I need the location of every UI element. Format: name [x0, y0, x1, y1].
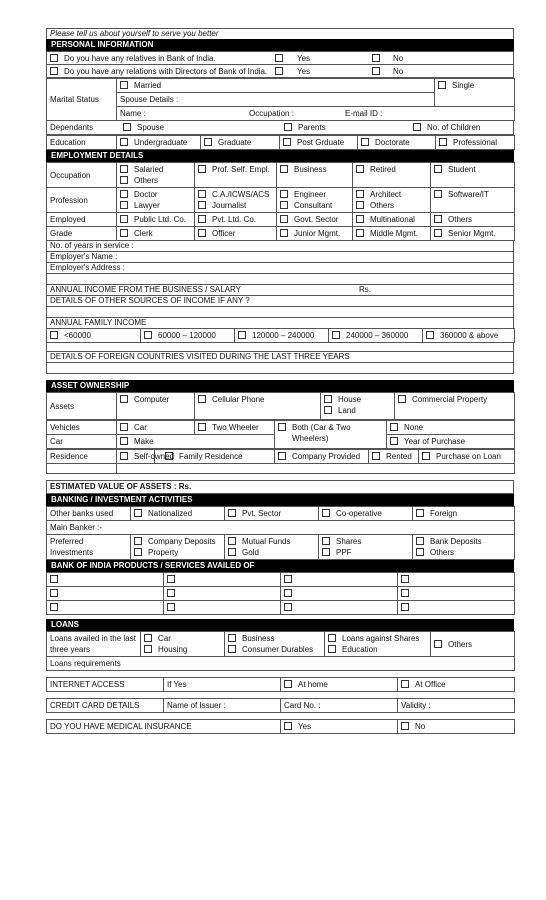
- main-banker-field[interactable]: Main Banker :-: [47, 521, 515, 535]
- mutual-funds-label: Mutual Funds: [242, 537, 291, 546]
- product-checkbox[interactable]: [284, 575, 292, 583]
- consultant-label: Consultant: [294, 201, 333, 210]
- directors-no-label: No: [393, 67, 404, 76]
- year-purchase-label: Year of Purchase: [404, 437, 466, 446]
- spouse-label: Spouse: [137, 123, 165, 132]
- multinational-checkbox[interactable]: [356, 215, 364, 223]
- loan-consumer-durables-checkbox[interactable]: [228, 645, 236, 653]
- product-checkbox[interactable]: [50, 575, 58, 583]
- nationalized-label: Nationalized: [148, 509, 193, 518]
- profession-label: Profession: [47, 188, 117, 213]
- doctor-label: Doctor: [134, 190, 158, 199]
- preferred-label: Preferred: [50, 537, 84, 546]
- loan-consumer-durables-label: Consumer Durables: [242, 645, 314, 654]
- prof-self-empl-label: Prof. Self. Empl.: [212, 165, 270, 174]
- make-checkbox[interactable]: [120, 437, 128, 445]
- section-header-personal: PERSONAL INFORMATION: [46, 39, 514, 51]
- product-checkbox[interactable]: [284, 589, 292, 597]
- foreign-label: Foreign: [430, 509, 458, 518]
- salaried-checkbox[interactable]: [120, 165, 128, 173]
- loan-housing-label: Housing: [158, 645, 188, 654]
- officer-label: Officer: [212, 229, 236, 238]
- loan-requirements-field[interactable]: Loans requirements: [47, 657, 515, 671]
- medical-table: [46, 719, 515, 734]
- purchase-loan-label: Purchase on Loan: [436, 452, 501, 461]
- directors-row: [46, 65, 514, 78]
- pvt-ltd-label: Pvt. Ltd. Co.: [212, 215, 257, 224]
- loan-others-checkbox[interactable]: [434, 640, 442, 648]
- spouse-checkbox[interactable]: [123, 123, 131, 131]
- education-label: Education: [47, 136, 117, 150]
- credit-card-table: [46, 698, 515, 713]
- married-label: Married: [134, 81, 162, 90]
- land-checkbox[interactable]: [324, 406, 332, 414]
- at-office-label: At Office: [415, 680, 446, 689]
- prof-self-empl-checkbox[interactable]: [198, 165, 206, 173]
- company-provided-checkbox[interactable]: [278, 452, 286, 460]
- foreign-checkbox[interactable]: [416, 509, 424, 517]
- product-checkbox[interactable]: [50, 603, 58, 611]
- relatives-row: [46, 51, 514, 65]
- children-checkbox[interactable]: [413, 123, 421, 131]
- professional-label: Professional: [453, 138, 498, 147]
- directors-yes-checkbox[interactable]: [275, 67, 283, 75]
- marital-status-label: Marital Status: [47, 79, 117, 121]
- single-checkbox[interactable]: [438, 81, 446, 89]
- senior-mgmt-label: Senior Mgmt.: [448, 229, 496, 238]
- occupation-others-checkbox[interactable]: [120, 176, 128, 184]
- junior-mgmt-label: Junior Mgmt.: [294, 229, 341, 238]
- years-in-service-field[interactable]: No. of years in service :: [46, 241, 514, 251]
- journalist-label: Journalist: [212, 201, 247, 210]
- loan-shares-label: Loans against Shares: [342, 634, 420, 643]
- income-360k-plus-label: 360000 & above: [440, 331, 499, 340]
- two-wheeler-checkbox[interactable]: [198, 423, 206, 431]
- commercial-property-checkbox[interactable]: [398, 395, 406, 403]
- engineer-checkbox[interactable]: [280, 190, 288, 198]
- car-label: Car: [47, 435, 117, 449]
- other-income-blank[interactable]: [46, 306, 514, 317]
- vehicles-label: Vehicles: [47, 421, 117, 435]
- loans-availed-label: Loans availed in the last: [50, 634, 136, 643]
- make-label: Make: [134, 437, 154, 446]
- loan-others-label: Others: [448, 639, 473, 649]
- business-checkbox[interactable]: [280, 165, 288, 173]
- self-owned-checkbox[interactable]: [120, 452, 128, 460]
- section-header-assets: ASSET OWNERSHIP: [46, 380, 514, 392]
- employer-address-blank[interactable]: [46, 273, 514, 284]
- none-label: None: [404, 423, 424, 432]
- public-ltd-label: Public Ltd. Co.: [134, 215, 187, 224]
- assets-table: [46, 392, 515, 420]
- nationalized-checkbox[interactable]: [134, 509, 142, 517]
- loan-business-label: Business: [242, 634, 275, 643]
- annual-income-row[interactable]: [46, 284, 514, 295]
- at-home-checkbox[interactable]: [284, 680, 292, 688]
- spouse-details-label: Spouse Details :: [117, 93, 435, 107]
- family-residence-label: Family Residence: [179, 452, 243, 461]
- income-240-360k-checkbox[interactable]: [332, 331, 340, 339]
- income-lt60k-label: <60000: [64, 331, 91, 340]
- self-owned-label: Self-owned: [134, 452, 175, 461]
- architect-checkbox[interactable]: [356, 190, 364, 198]
- estimated-assets-field[interactable]: ESTIMATED VALUE OF ASSETS : Rs.: [46, 480, 514, 494]
- investments-label: Investments: [50, 548, 94, 557]
- loan-car-label: Car: [158, 634, 171, 643]
- income-lt60k-checkbox[interactable]: [50, 331, 58, 339]
- architect-label: Architect: [370, 190, 402, 199]
- married-checkbox[interactable]: [120, 81, 128, 89]
- ppf-label: PPF: [336, 548, 352, 557]
- loan-housing-checkbox[interactable]: [144, 645, 152, 653]
- both-vehicles-label-cont: Wheelers): [292, 434, 329, 443]
- employment-table: [46, 162, 515, 241]
- relatives-yes-checkbox[interactable]: [275, 54, 283, 62]
- shares-checkbox[interactable]: [322, 537, 330, 545]
- at-home-label: At home: [298, 680, 328, 689]
- cellular-phone-label: Cellular Phone: [212, 395, 265, 404]
- senior-mgmt-checkbox[interactable]: [434, 229, 442, 237]
- computer-label: Computer: [134, 395, 170, 404]
- middle-mgmt-label: Middle Mgmt.: [370, 229, 419, 238]
- directors-yes-label: Yes: [297, 67, 311, 76]
- occupation-others-label: Others: [134, 176, 159, 185]
- product-checkbox[interactable]: [401, 603, 409, 611]
- multinational-label: Multinational: [370, 215, 415, 224]
- doctor-checkbox[interactable]: [120, 190, 128, 198]
- property-label: Property: [148, 548, 179, 557]
- undergraduate-checkbox[interactable]: [120, 138, 128, 146]
- public-ltd-checkbox[interactable]: [120, 215, 128, 223]
- other-banks-label: Other banks used: [47, 507, 131, 521]
- mutual-funds-checkbox[interactable]: [228, 537, 236, 545]
- loan-education-checkbox[interactable]: [328, 645, 336, 653]
- spouse-occupation-field[interactable]: Occupation :: [249, 109, 294, 118]
- both-vehicles-checkbox[interactable]: [278, 423, 286, 431]
- section-header-loans: LOANS: [46, 619, 514, 631]
- foreign-visits-field[interactable]: DETAILS OF FOREIGN COUNTRIES VISITED DURING THE LAST THREE YEARS: [46, 351, 514, 362]
- journalist-checkbox[interactable]: [198, 201, 206, 209]
- lawyer-checkbox[interactable]: [120, 201, 128, 209]
- profession-others-checkbox[interactable]: [356, 201, 364, 209]
- employed-label: Employed: [47, 213, 117, 227]
- company-deposits-checkbox[interactable]: [134, 537, 142, 545]
- house-label: House: [338, 395, 362, 404]
- computer-checkbox[interactable]: [120, 395, 128, 403]
- parents-label: Parents: [298, 123, 326, 132]
- other-income-field[interactable]: DETAILS OF OTHER SOURCES OF INCOME IF ANY ?: [46, 295, 514, 306]
- annual-income-rs: Rs.: [359, 285, 371, 294]
- co-operative-label: Co-operative: [336, 509, 382, 518]
- company-deposits-label: Company Deposits: [148, 537, 216, 546]
- invest-others-checkbox[interactable]: [416, 548, 424, 556]
- internet-if-yes-label: If Yes: [164, 678, 281, 692]
- loan-education-label: Education: [342, 645, 378, 654]
- pvt-sector-checkbox[interactable]: [228, 509, 236, 517]
- graduate-checkbox[interactable]: [204, 138, 212, 146]
- product-checkbox[interactable]: [167, 603, 175, 611]
- parents-checkbox[interactable]: [284, 123, 292, 131]
- doctorate-label: Doctorate: [375, 138, 410, 147]
- grade-label: Grade: [47, 227, 117, 241]
- section-header-banking: BANKING / INVESTMENT ACTIVITIES: [46, 494, 514, 506]
- engineer-label: Engineer: [294, 190, 327, 199]
- business-label: Business: [294, 165, 327, 174]
- postgraduate-label: Post Grduate: [297, 138, 345, 147]
- year-purchase-checkbox[interactable]: [390, 437, 398, 445]
- relatives-no-checkbox[interactable]: [372, 54, 380, 62]
- at-office-checkbox[interactable]: [401, 680, 409, 688]
- residence-table: [46, 449, 515, 474]
- family-residence-checkbox[interactable]: [165, 452, 173, 460]
- product-checkbox[interactable]: [284, 603, 292, 611]
- directors-question: Do you have any relations with Directors of Bank of India.: [64, 67, 268, 76]
- residence-label: Residence: [47, 450, 117, 464]
- gold-checkbox[interactable]: [228, 548, 236, 556]
- clerk-label: Clerk: [134, 229, 153, 238]
- bank-deposits-checkbox[interactable]: [416, 537, 424, 545]
- bank-form: [46, 28, 514, 734]
- products-table: [46, 572, 515, 615]
- consultant-checkbox[interactable]: [280, 201, 288, 209]
- cellular-phone-checkbox[interactable]: [198, 395, 206, 403]
- clerk-checkbox[interactable]: [120, 229, 128, 237]
- income-120-240k-label: 120000 – 240000: [252, 331, 315, 340]
- pvt-sector-label: Pvt. Sector: [242, 509, 282, 518]
- employer-address-field[interactable]: Employer's Address :: [46, 262, 514, 273]
- occupation-label: Occupation: [47, 163, 117, 188]
- annual-income-label: ANNUAL INCOME FROM THE BUSINESS / SALARY: [50, 285, 242, 294]
- product-checkbox[interactable]: [50, 589, 58, 597]
- issuer-field[interactable]: Name of Issuer :: [164, 699, 281, 713]
- relatives-checkbox[interactable]: [50, 54, 58, 62]
- doctorate-checkbox[interactable]: [361, 138, 369, 146]
- junior-mgmt-checkbox[interactable]: [280, 229, 288, 237]
- internet-label: INTERNET ACCESS: [47, 678, 164, 692]
- relatives-no-label: No: [393, 54, 404, 63]
- income-60-120k-label: 60000 – 120000: [158, 331, 216, 340]
- medical-insurance-label: DO YOU HAVE MEDICAL INSURANCE: [47, 720, 281, 734]
- rented-checkbox[interactable]: [372, 452, 380, 460]
- loan-shares-checkbox[interactable]: [328, 634, 336, 642]
- dependants-row: [46, 121, 514, 135]
- relatives-yes-label: Yes: [297, 54, 311, 63]
- product-checkbox[interactable]: [167, 575, 175, 583]
- foreign-visits-blank[interactable]: [46, 362, 514, 374]
- pvt-ltd-checkbox[interactable]: [198, 215, 206, 223]
- relatives-question: Do you have any relatives in Bank of India.: [64, 54, 216, 63]
- none-checkbox[interactable]: [390, 423, 398, 431]
- govt-sector-checkbox[interactable]: [280, 215, 288, 223]
- single-label: Single: [452, 81, 475, 90]
- ca-checkbox[interactable]: [198, 190, 206, 198]
- form-intro: Please tell us about yourself to serve you better: [46, 28, 514, 39]
- loan-car-checkbox[interactable]: [144, 634, 152, 642]
- section-header-products: BANK OF INDIA PRODUCTS / SERVICES AVAILED OF: [46, 560, 514, 572]
- govt-sector-label: Govt. Sector: [294, 215, 339, 224]
- income-gap: [46, 343, 514, 351]
- house-checkbox[interactable]: [324, 395, 332, 403]
- dependants-label: Dependants: [50, 123, 94, 132]
- co-operative-checkbox[interactable]: [322, 509, 330, 517]
- medical-no-label: No: [415, 722, 426, 731]
- profession-others-label: Others: [370, 201, 395, 210]
- ca-label: C.A./ICWS/ACS: [212, 190, 270, 199]
- purchase-loan-checkbox[interactable]: [422, 452, 430, 460]
- assets-label: Assets: [47, 393, 117, 420]
- gold-label: Gold: [242, 548, 259, 557]
- family-income-label: ANNUAL FAMILY INCOME: [46, 317, 514, 328]
- commercial-property-label: Commercial Property: [412, 395, 488, 404]
- invest-others-label: Others: [430, 548, 455, 557]
- income-60-120k-checkbox[interactable]: [144, 331, 152, 339]
- product-checkbox[interactable]: [167, 589, 175, 597]
- family-income-table: [46, 328, 515, 343]
- employed-others-checkbox[interactable]: [434, 215, 442, 223]
- marital-table: [46, 78, 515, 121]
- officer-checkbox[interactable]: [198, 229, 206, 237]
- shares-label: Shares: [336, 537, 362, 546]
- student-checkbox[interactable]: [434, 165, 442, 173]
- directors-no-checkbox[interactable]: [372, 67, 380, 75]
- bank-deposits-label: Bank Deposits: [430, 537, 482, 546]
- postgraduate-checkbox[interactable]: [283, 138, 291, 146]
- vehicles-table: [46, 420, 515, 449]
- spouse-email-field[interactable]: E-mail ID :: [345, 109, 383, 118]
- income-240-360k-label: 240000 – 360000: [346, 331, 409, 340]
- directors-checkbox[interactable]: [50, 67, 58, 75]
- medical-yes-checkbox[interactable]: [284, 722, 292, 730]
- education-table: [46, 135, 515, 150]
- employed-others-label: Others: [448, 215, 473, 224]
- loan-business-checkbox[interactable]: [228, 634, 236, 642]
- income-120-240k-checkbox[interactable]: [238, 331, 246, 339]
- ppf-checkbox[interactable]: [322, 548, 330, 556]
- land-label: Land: [338, 406, 356, 415]
- internet-table: [46, 677, 515, 692]
- income-360k-plus-checkbox[interactable]: [426, 331, 434, 339]
- salaried-label: Salaried: [134, 165, 164, 174]
- section-header-employment: EMPLOYMENT DETAILS: [46, 150, 514, 162]
- vehicle-car-checkbox[interactable]: [120, 423, 128, 431]
- card-no-field[interactable]: Card No. :: [281, 699, 398, 713]
- product-checkbox[interactable]: [401, 589, 409, 597]
- credit-card-label: CREDIT CARD DETAILS: [47, 699, 164, 713]
- both-vehicles-label: Both (Car & Two: [292, 423, 351, 432]
- spouse-name-field[interactable]: Name :: [120, 109, 146, 118]
- medical-no-checkbox[interactable]: [401, 722, 409, 730]
- product-checkbox[interactable]: [401, 575, 409, 583]
- loans-three-years-label: three years: [50, 645, 91, 654]
- vehicle-car-label: Car: [134, 423, 147, 432]
- banking-table: [46, 506, 515, 560]
- validity-field[interactable]: Validity :: [398, 699, 515, 713]
- retired-checkbox[interactable]: [356, 165, 364, 173]
- two-wheeler-label: Two Wheeler: [212, 423, 259, 432]
- graduate-label: Graduate: [218, 138, 252, 147]
- rented-label: Rented: [386, 452, 412, 461]
- software-it-label: Software/IT: [448, 190, 489, 199]
- middle-mgmt-checkbox[interactable]: [356, 229, 364, 237]
- company-provided-label: Company Provided: [292, 452, 361, 461]
- retired-label: Retired: [370, 165, 396, 174]
- loans-table: [46, 631, 515, 671]
- employer-name-field[interactable]: Employer's Name :: [46, 251, 514, 262]
- student-label: Student: [448, 165, 476, 174]
- children-label: No. of Children: [427, 123, 481, 132]
- lawyer-label: Lawyer: [134, 201, 160, 210]
- professional-checkbox[interactable]: [439, 138, 447, 146]
- property-checkbox[interactable]: [134, 548, 142, 556]
- undergraduate-label: Undergraduate: [134, 138, 188, 147]
- software-it-checkbox[interactable]: [434, 190, 442, 198]
- medical-yes-label: Yes: [298, 722, 312, 731]
